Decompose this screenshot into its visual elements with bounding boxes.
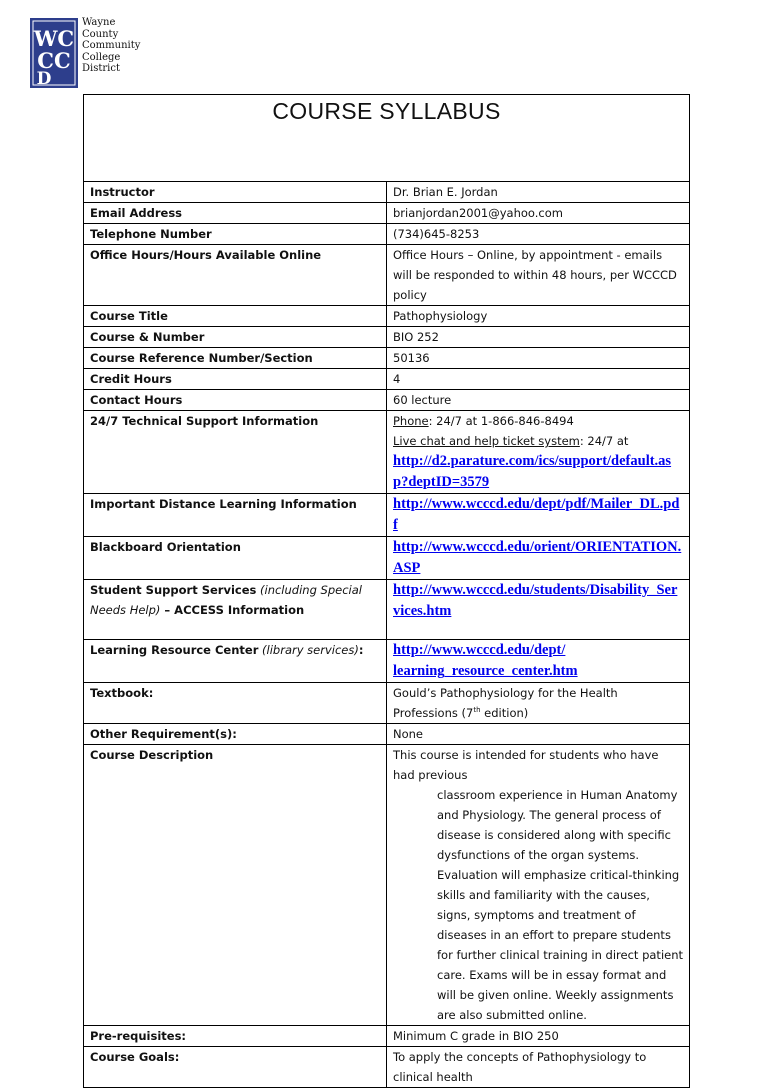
page-title: COURSE SYLLABUS [272, 98, 501, 124]
row-label: Pre-requisites: [84, 1026, 387, 1047]
row-label: Contact Hours [84, 390, 387, 411]
lrc-link-line: http://www.wcccd.edu/dept/ [393, 642, 566, 658]
chat-value: : 24/7 at [579, 434, 629, 448]
table-row [84, 745, 690, 1026]
row-value [387, 745, 690, 1026]
table-row [84, 1026, 690, 1047]
table-row [84, 327, 690, 348]
syllabus-table [83, 94, 690, 1088]
row-label: Office Hours/Hours Available Online [84, 245, 387, 306]
logo-line: Wayne [82, 17, 116, 28]
row-value: 4 [387, 369, 690, 390]
row-label: Telephone Number [84, 224, 387, 245]
row-value [387, 537, 690, 580]
table-row [84, 203, 690, 224]
row-label: Instructor [84, 182, 387, 203]
row-value [387, 640, 690, 683]
logo-line: County [82, 28, 119, 40]
table-row [84, 494, 690, 537]
row-label [84, 640, 387, 683]
row-value: 50136 [387, 348, 690, 369]
row-label: Credit Hours [84, 369, 387, 390]
row-value [387, 580, 690, 640]
description-first-line: This course is intended for students who have had previous [393, 748, 659, 782]
table-row [84, 537, 690, 580]
student-services-link[interactable]: http://www.wcccd.edu/students/Disability_Services.htm [393, 582, 678, 619]
table-row [84, 683, 690, 724]
row-value [387, 683, 690, 724]
logo-line: Community [82, 40, 141, 52]
table-row [84, 182, 690, 203]
row-label: Course & Number [84, 327, 387, 348]
phone-value: : 24/7 at 1-866-846-8494 [428, 414, 574, 428]
row-label: Textbook: [84, 683, 387, 724]
row-label: Email Address [84, 203, 387, 224]
row-label: Important Distance Learning Information [84, 494, 387, 537]
svg-text:WC: WC [33, 26, 75, 51]
row-label: Course Description [84, 745, 387, 1026]
label-part: (library services) [258, 643, 359, 657]
label-part: Student Support Services [90, 583, 257, 597]
row-value: Minimum C grade in BIO 250 [387, 1026, 690, 1047]
row-value: None [387, 724, 690, 745]
phone-label: Phone [393, 414, 429, 428]
wcccd-logo-mark [30, 18, 78, 88]
row-label: 24/7 Technical Support Information [84, 411, 387, 494]
row-value: 60 lecture [387, 390, 690, 411]
svg-text:CC: CC [37, 48, 71, 73]
svg-text:D: D [36, 69, 52, 88]
email-value: brianjordan2001@yahoo.com [387, 203, 690, 224]
title-row [84, 95, 690, 182]
row-label: Course Reference Number/Section [84, 348, 387, 369]
row-value [387, 411, 690, 494]
table-row [84, 580, 690, 640]
label-part: : [358, 643, 364, 657]
row-value [387, 494, 690, 537]
description-body: classroom experience in Human Anatomy and Physiology. The general process of disease is considered along with specific dysfunctions of the organ systems. Evaluation will emphasize critical-thinking skills and familiarity with the causes, signs, symptoms and treatment of diseases in an effort to prepare students for further clinical training in direct patient care. Exams will be in essay format and will be given online. Weekly assignments are also submitted online. [437, 788, 684, 1022]
row-value: Office Hours – Online, by appointment - emails will be responded to within 48 hours, per WCCCD policy [387, 245, 690, 306]
row-label: Course Title [84, 306, 387, 327]
table-row [84, 224, 690, 245]
table-row [84, 245, 690, 306]
table-row [84, 724, 690, 745]
support-link[interactable]: http://d2.parature.com/ics/support/default.asp?deptID=3579 [393, 453, 672, 490]
row-label [84, 580, 387, 640]
table-row [84, 369, 690, 390]
textbook-value-end: edition) [480, 706, 529, 720]
row-label: Blackboard Orientation [84, 537, 387, 580]
logo-line: College [82, 51, 121, 63]
row-value: Dr. Brian E. Jordan [387, 182, 690, 203]
table-row [84, 1047, 690, 1088]
row-value: BIO 252 [387, 327, 690, 348]
row-label: Other Requirement(s): [84, 724, 387, 745]
label-part: (including Special Needs Help) [90, 583, 362, 617]
row-label: Course Goals: [84, 1047, 387, 1088]
chat-label: Live chat and help ticket system [393, 434, 580, 448]
table-row [84, 348, 690, 369]
textbook-sup: th [473, 706, 481, 715]
row-value: To apply the concepts of Pathophysiology to clinical health [387, 1047, 690, 1088]
table-row [84, 640, 690, 683]
wcccd-logo [30, 18, 150, 90]
lrc-link-line: learning_resource_center.htm [393, 663, 578, 679]
logo-wordmark [82, 17, 140, 75]
label-part: Learning Resource Center [90, 643, 259, 657]
label-part: – ACCESS Information [160, 603, 305, 617]
logo-line: District [82, 63, 120, 75]
row-value: Pathophysiology [387, 306, 690, 327]
table-row [84, 411, 690, 494]
lrc-link[interactable] [393, 640, 683, 682]
blackboard-link[interactable]: http://www.wcccd.edu/orient/ORIENTATION.ASP [393, 539, 682, 576]
row-value: (734)645-8253 [387, 224, 690, 245]
textbook-value: Gould’s Pathophysiology for the Health Professions (7 [393, 686, 618, 720]
table-row [84, 306, 690, 327]
table-row [84, 390, 690, 411]
distance-learning-link[interactable]: http://www.wcccd.edu/dept/pdf/Mailer_DL.pdf [393, 496, 680, 533]
